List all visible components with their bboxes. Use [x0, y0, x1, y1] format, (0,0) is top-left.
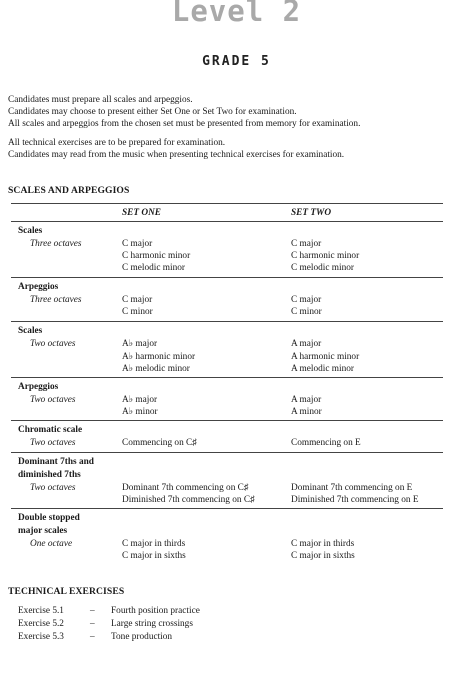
- set-one-cell: C harmonic minor: [122, 251, 191, 261]
- exercise-label: Exercise 5.3: [18, 632, 64, 642]
- exercise-label: Exercise 5.1: [18, 606, 64, 616]
- intro-paragraph-2: [8, 137, 468, 161]
- set-two-header: SET TWO: [291, 208, 332, 218]
- intro-paragraph: [8, 94, 468, 130]
- row-category: Scales: [18, 226, 43, 236]
- set-one-cell: A♭ melodic minor: [122, 364, 190, 374]
- set-one-cell: Diminished 7th commencing on C♯: [122, 495, 255, 505]
- intro-line: Candidates may read from the music when presenting technical exercises for examination.: [8, 150, 345, 160]
- set-two-cell: C major in thirds: [291, 539, 355, 549]
- row-category: Arpeggios: [18, 382, 59, 392]
- intro-line: All scales and arpeggios from the chosen set must be presented from memory for examination.: [8, 119, 361, 129]
- exercise-dash: –: [90, 619, 95, 629]
- exercise-dash: –: [90, 632, 95, 642]
- row-category: Chromatic scale: [18, 425, 83, 435]
- set-two-cell: C major in sixths: [291, 551, 355, 561]
- row-category: Scales: [18, 326, 43, 336]
- grade-heading: GRADE 5: [202, 54, 271, 69]
- set-one-cell: A♭ major: [122, 339, 158, 349]
- set-two-cell: A major: [291, 395, 322, 405]
- exercise-description: Fourth position practice: [111, 606, 200, 616]
- set-two-cell: C major: [291, 239, 322, 249]
- row-range: Two octaves: [30, 483, 76, 493]
- exercise-label: Exercise 5.2: [18, 619, 64, 629]
- set-one-cell: C major: [122, 295, 153, 305]
- row-range: Two octaves: [30, 438, 76, 448]
- row-divider: [11, 277, 443, 278]
- level-heading: Level 2: [171, 0, 302, 28]
- set-one-cell: Dominant 7th commencing on C♯: [122, 483, 249, 493]
- set-two-cell: C minor: [291, 307, 322, 317]
- row-category: diminished 7ths: [18, 470, 81, 480]
- exercise-description: Tone production: [111, 632, 173, 642]
- set-two-cell: A harmonic minor: [291, 352, 360, 362]
- set-one-cell: C major: [122, 239, 153, 249]
- row-category: Arpeggios: [18, 282, 59, 292]
- row-range: Three octaves: [30, 295, 82, 305]
- scales-section-title: SCALES AND ARPEGGIOS: [8, 185, 130, 196]
- row-divider: [11, 377, 443, 378]
- row-range: Two octaves: [30, 339, 76, 349]
- set-one-cell: A♭ major: [122, 395, 158, 405]
- set-two-cell: Diminished 7th commencing on E: [291, 495, 419, 505]
- row-divider: [11, 452, 443, 453]
- set-one-cell: C minor: [122, 307, 153, 317]
- set-one-cell: Commencing on C♯: [122, 438, 197, 448]
- set-one-cell: A♭ minor: [122, 407, 158, 417]
- set-two-cell: A minor: [291, 407, 322, 417]
- set-two-cell: C melodic minor: [291, 263, 355, 273]
- set-one-cell: C major in thirds: [122, 539, 186, 549]
- set-two-cell: C major: [291, 295, 322, 305]
- intro-line: Candidates must prepare all scales and arpeggios.: [8, 95, 193, 105]
- set-two-cell: Dominant 7th commencing on E: [291, 483, 413, 493]
- row-category: Dominant 7ths and: [18, 457, 94, 467]
- intro-line: Candidates may choose to present either Set One or Set Two for examination.: [8, 107, 297, 117]
- row-divider: [11, 508, 443, 509]
- set-one-cell: C major in sixths: [122, 551, 186, 561]
- set-one-cell: A♭ harmonic minor: [122, 352, 196, 362]
- row-divider: [11, 321, 443, 322]
- technical-section-title: TECHNICAL EXERCISES: [8, 586, 125, 597]
- row-range: Two octaves: [30, 395, 76, 405]
- set-two-cell: Commencing on E: [291, 438, 361, 448]
- row-range: One octave: [30, 539, 73, 549]
- exercise-description: Large string crossings: [111, 619, 193, 629]
- set-two-cell: C harmonic minor: [291, 251, 360, 261]
- intro-line: All technical exercises are to be prepared for examination.: [8, 138, 226, 148]
- set-two-cell: A major: [291, 339, 322, 349]
- set-one-cell: C melodic minor: [122, 263, 186, 273]
- set-one-header: SET ONE: [122, 208, 162, 218]
- row-range: Three octaves: [30, 239, 82, 249]
- row-category: major scales: [18, 526, 68, 536]
- set-two-cell: A melodic minor: [291, 364, 355, 374]
- row-divider: [11, 420, 443, 421]
- table-top-rule: [11, 203, 443, 204]
- row-category: Double stopped: [18, 513, 80, 523]
- table-header-rule: [11, 221, 443, 222]
- exercise-dash: –: [90, 606, 95, 616]
